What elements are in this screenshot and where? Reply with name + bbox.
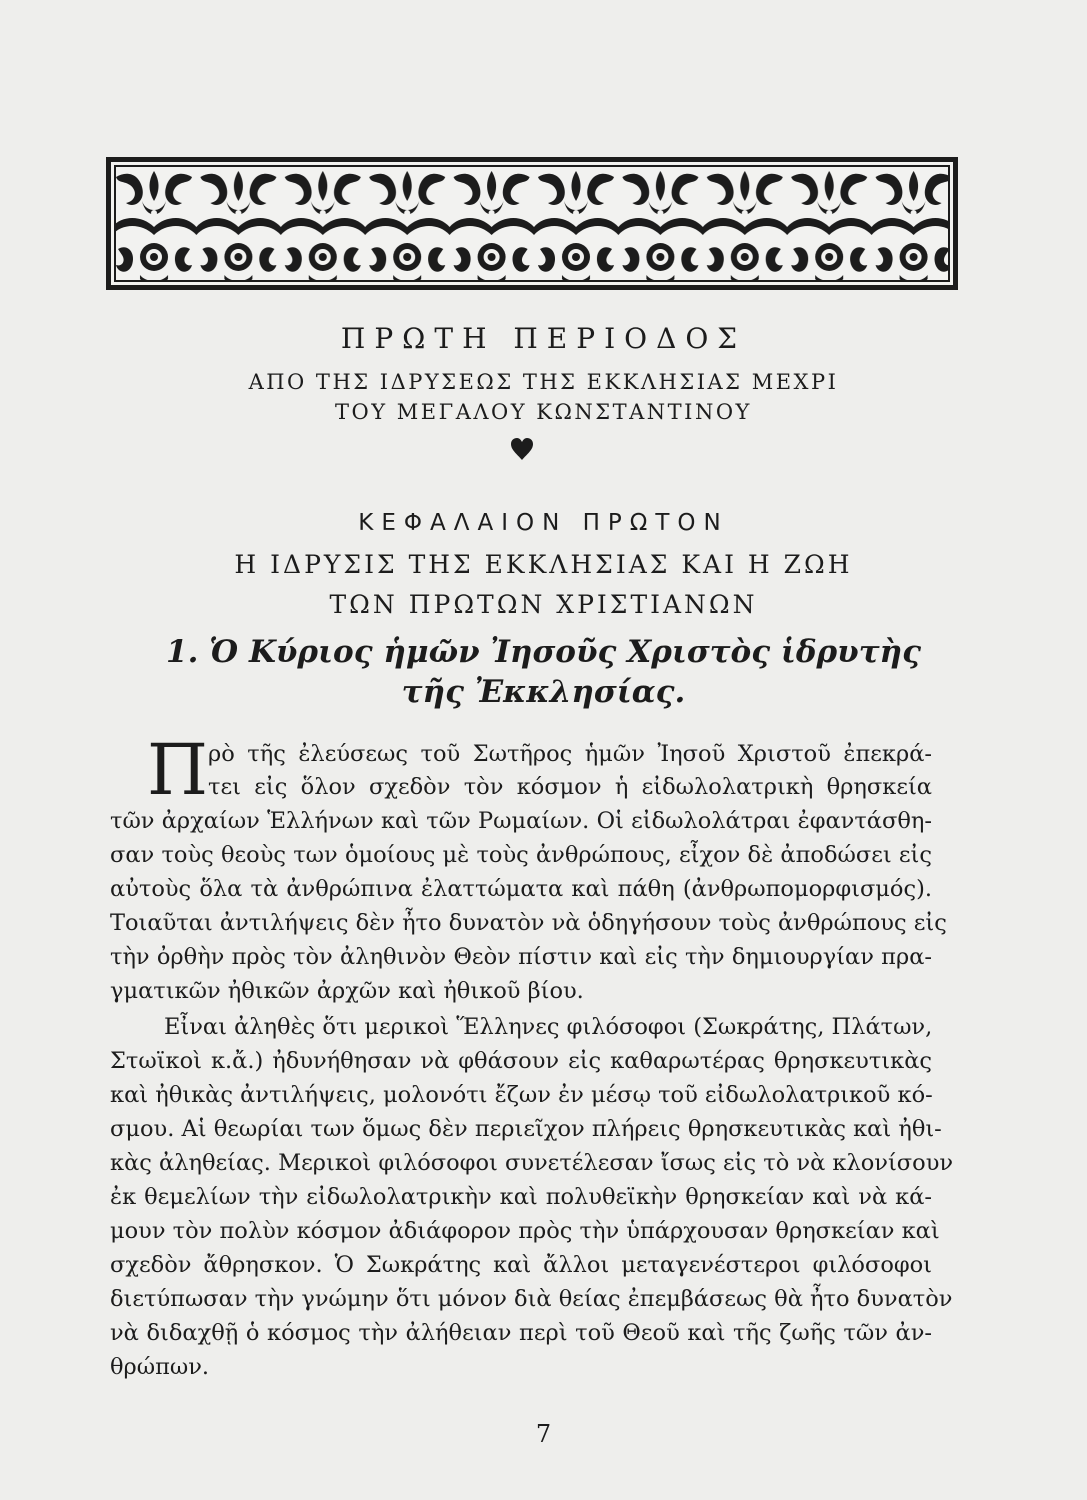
paragraph-1-line: ρὸ τῆς ἐλεύσεως τοῦ Σωτῆρος ἡμῶν Ἰησοῦ Χριστοῦ ἐπεκρά- — [208, 741, 932, 767]
paragraph-2-line: κὰς ἀληθείας. Μερικοὶ φιλόσοφοι συνετέλεσαν ἴσως εἰς τὸ νὰ κλονίσουν — [110, 1150, 954, 1176]
paragraph-1-line: σαν τοὺς θεοὺς των ὁμοίους μὲ τοὺς ἀνθρώπους, εἶχον δὲ ἀποδώσει εἰς — [110, 842, 932, 868]
paragraph-2-line: διετύπωσαν τὴν γνώμην ὅτι μόνον διὰ θείας ἐπεμβάσεως θὰ ἦτο δυνατὸν — [110, 1286, 953, 1312]
paragraph-2-line: Εἶναι ἀληθὲς ὅτι μερικοὶ Ἕλληνες φιλόσοφοι (Σωκράτης, Πλάτων, — [164, 1014, 933, 1040]
paragraph-2-line: μουν τὸν πολὺν κόσμον ἀδιάφορον πρὸς τὴν ὑπάρχουσαν θρησκείαν καὶ — [110, 1218, 940, 1244]
section-heading-line-2: τῆς Ἐκκλησίας. — [401, 674, 686, 710]
chapter-title-line-2: ΤΩΝ ΠΡΩΤΩΝ ΧΡΙΣΤΙΑΝΩΝ — [329, 590, 758, 619]
paragraph-2-line: νὰ διδαχθῇ ὁ κόσμος τὴν ἀλήθειαν περὶ τοῦ Θεοῦ καὶ τῆς ζωῆς τῶν ἀν- — [110, 1320, 932, 1346]
chapter-title-line-1: Η ΙΔΡΥΣΙΣ ΤΗΣ ΕΚΚΛΗΣΙΑΣ ΚΑΙ Η ΖΩΗ — [234, 550, 853, 579]
period-subtitle-line-1: ΑΠΟ ΤΗΣ ΙΔΡΥΣΕΩΣ ΤΗΣ ΕΚΚΛΗΣΙΑΣ ΜΕΧΡΙ — [248, 370, 839, 394]
paragraph-1-line: τει εἰς ὅλον σχεδὸν τὸν κόσμον ἡ εἰδωλολατρικὴ θρησκεία — [208, 774, 932, 800]
paragraph-2-line: καὶ ἠθικὰς ἀντιλήψεις, μολονότι ἔζων ἐν μέσῳ τοῦ εἰδωλολατρικοῦ κό- — [110, 1082, 933, 1108]
period-title: ΠΡΩΤΗ ΠΕΡΙΟΔΟΣ — [340, 322, 747, 355]
paragraph-2-line: θρώπων. — [110, 1354, 210, 1380]
paragraph-1-line: αὐτοὺς ὅλα τὰ ἀνθρώπινα ἐλαττώματα καὶ πάθη (ἀνθρωπομορφισμός). — [110, 876, 932, 902]
page-number: 7 — [535, 1420, 552, 1448]
paragraph-1-line: τῶν ἀρχαίων Ἑλλήνων καὶ τῶν Ρωμαίων. Οἱ εἰδωλολάτραι ἐφαντάσθη- — [110, 808, 932, 834]
heart-ornament-icon — [509, 437, 535, 463]
drop-cap: Π — [147, 729, 209, 811]
chapter-label: ΚΕΦΑΛΑΙΟΝ ΠΡΩΤΟΝ — [358, 510, 729, 536]
ornamental-header-band — [106, 157, 958, 290]
period-subtitle-line-2: ΤΟΥ ΜΕΓΑΛΟΥ ΚΩΝΣΤΑΝΤΙΝΟΥ — [335, 400, 752, 424]
paragraph-1-line: Τοιαῦται ἀντιλήψεις δὲν ἦτο δυνατὸν νὰ ὁδηγήσουν τοὺς ἀνθρώπους εἰς — [110, 910, 947, 936]
paragraph-2-line: σχεδὸν ἄθρησκον. Ὁ Σωκράτης καὶ ἄλλοι μεταγενέστεροι φιλόσοφοι — [110, 1252, 932, 1278]
section-heading-line-1: 1. Ὁ Κύριος ἡμῶν Ἰησοῦς Χριστὸς ἱδρυτὴς — [166, 634, 921, 670]
paragraph-1-line: γματικῶν ἠθικῶν ἀρχῶν καὶ ἠθικοῦ βίου. — [110, 978, 584, 1004]
paragraph-2-line: σμου. Αἱ θεωρίαι των ὅμως δὲν περιεῖχον πλήρεις θρησκευτικὰς καὶ ἠθι- — [110, 1116, 942, 1142]
paragraph-1-line: τὴν ὀρθὴν πρὸς τὸν ἀληθινὸν Θεὸν πίστιν καὶ εἰς τὴν δημιουργίαν πρα- — [110, 944, 932, 970]
paragraph-2-line: Στωϊκοὶ κ.ἄ.) ἠδυνήθησαν νὰ φθάσουν εἰς καθαρωτέρας θρησκευτικὰς — [110, 1048, 932, 1074]
paragraph-2-line: ἐκ θεμελίων τὴν εἰδωλολατρικὴν καὶ πολυθεϊκὴν θρησκείαν καὶ νὰ κά- — [110, 1184, 932, 1210]
